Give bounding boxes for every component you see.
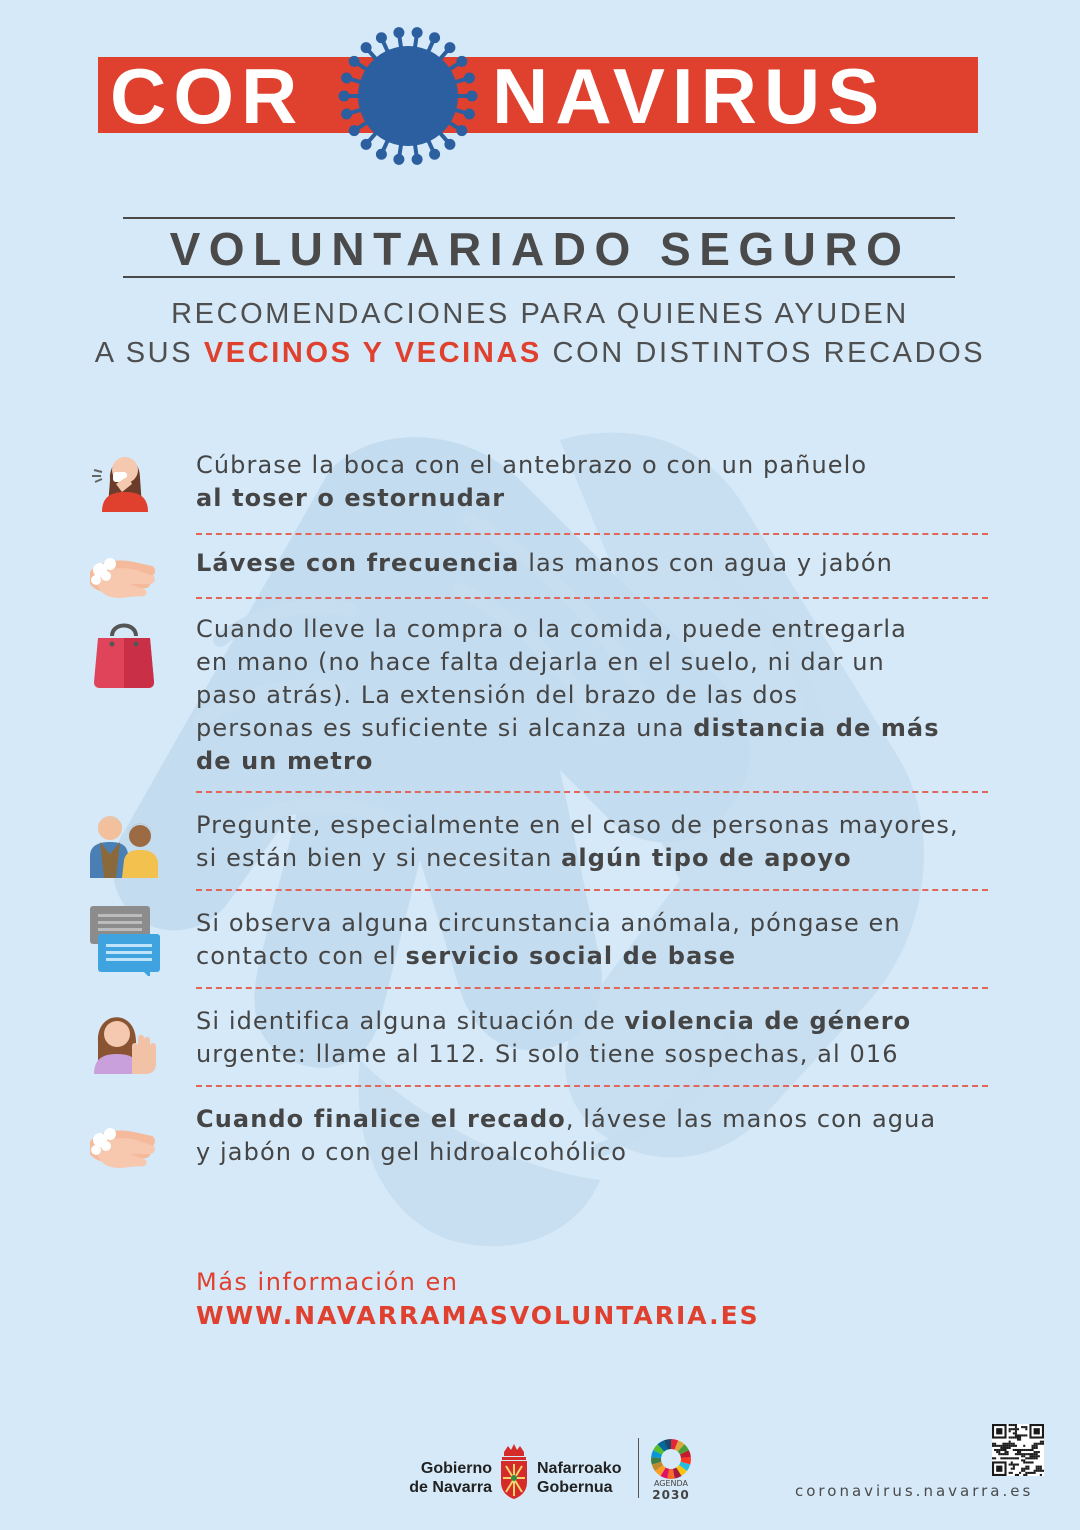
item-line: Cúbrase la boca con el antebrazo o con un pañuelo <box>196 451 868 479</box>
qr-module <box>1009 1457 1011 1459</box>
qr-module <box>996 1428 1002 1434</box>
elderly-couple-icon <box>88 806 160 878</box>
qr-module <box>1034 1470 1036 1472</box>
page-subtitle: VOLUNTARIADO SEGURO <box>169 223 911 275</box>
qr-module <box>1015 1457 1017 1459</box>
qr-module <box>1032 1453 1034 1455</box>
qr-module <box>1000 1447 1002 1449</box>
qr-module <box>1021 1426 1023 1428</box>
qr-module <box>996 1449 998 1451</box>
more-info-label: Más información en <box>196 1268 459 1296</box>
qr-module <box>1023 1434 1025 1436</box>
qr-module <box>1011 1445 1013 1447</box>
qr-module <box>1042 1443 1044 1445</box>
qr-module <box>1011 1436 1013 1438</box>
qr-module <box>1025 1449 1027 1451</box>
qr-module <box>1019 1453 1021 1455</box>
qr-module <box>992 1457 994 1459</box>
qr-module <box>1009 1436 1011 1438</box>
coronavirus-icon <box>336 24 480 168</box>
qr-module <box>1040 1466 1042 1468</box>
qr-module <box>1009 1447 1011 1449</box>
virus-spike-tip <box>341 109 352 120</box>
qr-module <box>1023 1449 1025 1451</box>
item-line: Cuando finalice el recado, lávese las manos con agua <box>196 1105 937 1133</box>
item-line: personas es suficiente si alcanza una distancia de más <box>196 714 940 742</box>
qr-module <box>1013 1449 1015 1451</box>
qr-module <box>1015 1445 1017 1447</box>
recommendation-gender-violence <box>196 1005 996 1071</box>
qr-module <box>1017 1436 1019 1438</box>
lead-line-1: RECOMENDACIONES PARA QUIENES AYUDEN <box>171 298 909 330</box>
qr-module <box>1015 1428 1017 1430</box>
qr-module <box>1025 1461 1027 1463</box>
item-line: de un metro <box>196 747 374 775</box>
dashed-divider <box>196 791 988 793</box>
qr-module <box>1015 1449 1017 1451</box>
qr-module <box>1004 1443 1006 1445</box>
qr-module <box>1023 1470 1025 1472</box>
handwash-icon <box>86 1106 158 1178</box>
dashed-divider <box>196 987 988 989</box>
agenda-year: 2030 <box>652 1488 690 1502</box>
qr-module <box>1040 1474 1042 1476</box>
qr-module <box>1019 1472 1021 1474</box>
item-line: al toser o estornudar <box>196 484 506 512</box>
qr-module <box>1027 1449 1029 1451</box>
qr-module <box>1011 1457 1013 1459</box>
qr-module <box>1036 1443 1038 1445</box>
qr-module <box>1007 1443 1009 1445</box>
qr-module <box>1017 1449 1019 1451</box>
qr-module <box>1015 1426 1017 1428</box>
qr-module <box>1004 1457 1006 1459</box>
virus-spike-tip <box>444 42 455 53</box>
website-link[interactable]: coronavirus.navarra.es <box>795 1482 1034 1500</box>
qr-module <box>998 1449 1000 1451</box>
qr-module <box>1027 1472 1029 1474</box>
qr-module <box>1004 1453 1006 1455</box>
qr-module <box>992 1443 994 1445</box>
qr-module <box>1015 1474 1017 1476</box>
qr-module <box>1013 1445 1015 1447</box>
qr-module <box>1017 1451 1019 1453</box>
qr-module <box>1025 1472 1027 1474</box>
qr-module <box>1015 1464 1017 1466</box>
qr-module <box>1011 1461 1013 1463</box>
dashed-divider <box>196 597 988 599</box>
qr-module <box>1036 1457 1038 1459</box>
qr-module <box>1034 1472 1036 1474</box>
recommendation-deliver-hand <box>196 613 996 778</box>
qr-module <box>1000 1453 1002 1455</box>
qr-module <box>1032 1461 1034 1463</box>
qr-module <box>1029 1461 1031 1463</box>
qr-module <box>1023 1455 1025 1457</box>
virus-spike-tip <box>412 27 423 38</box>
qr-module <box>1025 1428 1027 1430</box>
qr-module <box>1034 1428 1040 1434</box>
qr-module <box>1007 1447 1009 1449</box>
virus-spike-tip <box>393 154 404 165</box>
qr-module <box>996 1451 998 1453</box>
virus-spike-tip <box>349 125 360 136</box>
qr-module <box>1009 1430 1011 1432</box>
item-line: contacto con el servicio social de base <box>196 942 737 970</box>
qr-module <box>1034 1447 1036 1449</box>
qr-module <box>1023 1459 1025 1461</box>
sneeze-icon <box>88 440 160 512</box>
qr-module <box>1023 1461 1025 1463</box>
qr-module <box>1042 1470 1044 1472</box>
gobierno-navarra-logo-text: Gobierno de Navarra <box>409 1460 492 1496</box>
qr-module <box>1002 1445 1004 1447</box>
subtitle-top-rule <box>123 217 955 219</box>
qr-module <box>1011 1464 1013 1466</box>
qr-module <box>1009 1464 1011 1466</box>
qr-module <box>1029 1472 1031 1474</box>
qr-module <box>1032 1457 1034 1459</box>
qr-module <box>1000 1445 1002 1447</box>
qr-module <box>1002 1449 1004 1451</box>
qr-module <box>1013 1468 1015 1470</box>
qr-module <box>1017 1464 1019 1466</box>
virus-spike-tip <box>393 27 404 38</box>
qr-module <box>1013 1432 1015 1434</box>
dashed-divider <box>196 533 988 535</box>
qr-module <box>1007 1457 1009 1459</box>
agenda-label: AGENDA <box>653 1479 689 1488</box>
subtitle-bottom-rule <box>123 276 955 278</box>
qr-module <box>1027 1453 1029 1455</box>
qr-module <box>1036 1455 1038 1457</box>
qr-module <box>1013 1464 1015 1466</box>
qr-module <box>1038 1443 1040 1445</box>
shopping-bag-icon <box>88 616 160 688</box>
qr-module <box>1042 1441 1044 1443</box>
qr-module <box>996 1445 998 1447</box>
title-text-right: NAVIRUS <box>492 52 887 140</box>
qr-module <box>1015 1432 1017 1434</box>
logo-divider <box>638 1438 639 1498</box>
item-line: Lávese con frecuencia las manos con agua y jabón <box>196 549 893 577</box>
qr-module <box>1013 1428 1015 1430</box>
qr-module <box>1032 1445 1034 1447</box>
qr-module <box>1021 1453 1023 1455</box>
virus-spike-tip <box>412 154 423 165</box>
qr-module <box>1034 1457 1036 1459</box>
dashed-divider <box>196 889 988 891</box>
qr-module <box>1038 1468 1040 1470</box>
qr-module <box>1002 1453 1004 1455</box>
qr-code-icon[interactable] <box>992 1424 1044 1476</box>
qr-module <box>994 1443 996 1445</box>
qr-module <box>1040 1441 1042 1443</box>
item-line: Si identifica alguna situación de violencia de género <box>196 1007 912 1035</box>
item-line: Pregunte, especialmente en el caso de personas mayores, <box>196 811 959 839</box>
virus-spike-tip <box>464 109 475 120</box>
qr-module <box>1017 1457 1019 1459</box>
qr-module <box>1023 1426 1025 1428</box>
item-line: Si observa alguna circunstancia anómala, póngase en <box>196 909 901 937</box>
recommendation-ask-elderly <box>196 809 996 875</box>
qr-module <box>1002 1457 1004 1459</box>
qr-module <box>1013 1457 1015 1459</box>
qr-module <box>1027 1461 1029 1463</box>
virus-spike-tip <box>339 91 350 102</box>
qr-module <box>1017 1439 1019 1441</box>
qr-module <box>1040 1470 1042 1472</box>
qr-module <box>1023 1474 1025 1476</box>
qr-module <box>1036 1468 1038 1470</box>
virus-spike-tip <box>429 149 440 160</box>
virus-spike-tip <box>341 72 352 83</box>
qr-module <box>1040 1443 1042 1445</box>
qr-module <box>1032 1472 1034 1474</box>
qr-module <box>1025 1474 1027 1476</box>
qr-module <box>1007 1445 1009 1447</box>
qr-module <box>1015 1424 1017 1426</box>
qr-module <box>1004 1451 1006 1453</box>
qr-module <box>1021 1459 1023 1461</box>
qr-module <box>1034 1445 1036 1447</box>
qr-module <box>998 1453 1000 1455</box>
qr-module <box>1025 1426 1027 1428</box>
virus-spike-tip <box>361 139 372 150</box>
qr-module <box>1025 1453 1027 1455</box>
qr-module <box>1038 1466 1040 1468</box>
qr-module <box>1019 1439 1021 1441</box>
qr-module <box>1029 1455 1031 1457</box>
qr-module <box>1032 1449 1034 1451</box>
item-line: urgente: llame al 112. Si solo tiene sospechas, al 016 <box>196 1040 899 1068</box>
qr-module <box>1040 1468 1042 1470</box>
virus-spike-tip <box>361 42 372 53</box>
qr-module <box>1009 1428 1011 1430</box>
dashed-divider <box>196 1085 988 1087</box>
qr-module <box>1017 1434 1019 1436</box>
qr-module <box>1009 1443 1011 1445</box>
virus-spike-tip <box>349 56 360 67</box>
virus-spike-tip <box>444 139 455 150</box>
title-text-left: COR <box>110 52 305 140</box>
qr-module <box>1025 1468 1027 1470</box>
qr-module <box>1038 1470 1040 1472</box>
virus-spike-tip <box>376 32 387 43</box>
qr-module <box>1009 1424 1011 1426</box>
qr-module <box>1021 1449 1023 1451</box>
qr-module <box>1011 1468 1013 1470</box>
qr-module <box>1025 1466 1027 1468</box>
more-info-url[interactable]: WWW.NAVARRAMASVOLUNTARIA.ES <box>196 1301 760 1330</box>
qr-module <box>1036 1445 1038 1447</box>
qr-module <box>1011 1424 1013 1426</box>
qr-module <box>1011 1443 1013 1445</box>
recommendation-finish-errand <box>196 1103 996 1169</box>
qr-module <box>1000 1449 1002 1451</box>
qr-module <box>992 1445 994 1447</box>
qr-module <box>1009 1441 1011 1443</box>
qr-module <box>1034 1443 1036 1445</box>
qr-module <box>1032 1447 1034 1449</box>
recommendation-cover-mouth <box>196 449 996 515</box>
qr-module <box>998 1445 1000 1447</box>
qr-module <box>1019 1451 1021 1453</box>
qr-module <box>1029 1449 1031 1451</box>
qr-module <box>1025 1434 1027 1436</box>
qr-module <box>1004 1445 1006 1447</box>
qr-module <box>1036 1466 1038 1468</box>
qr-module <box>1015 1453 1017 1455</box>
qr-module <box>1019 1436 1021 1438</box>
qr-module <box>1038 1455 1040 1457</box>
qr-module <box>1000 1457 1002 1459</box>
qr-module <box>1027 1468 1029 1470</box>
stop-hand-woman-icon <box>88 1002 160 1074</box>
qr-module <box>1004 1449 1006 1451</box>
item-line: paso atrás). La extensión del brazo de las dos <box>196 681 799 709</box>
item-line: Cuando lleve la compra o la comida, puede entregarla <box>196 615 907 643</box>
qr-module <box>1007 1451 1009 1453</box>
item-line: si están bien y si necesitan algún tipo de apoyo <box>196 844 852 872</box>
qr-module <box>1036 1470 1038 1472</box>
qr-module <box>1029 1457 1031 1459</box>
qr-module <box>1015 1430 1017 1432</box>
virus-spike-tip <box>467 91 478 102</box>
chat-bubbles-icon <box>88 904 160 976</box>
qr-module <box>998 1451 1000 1453</box>
qr-module <box>1027 1466 1029 1468</box>
virus-spike-tip <box>456 125 467 136</box>
qr-module <box>1002 1443 1004 1445</box>
qr-module <box>1021 1455 1023 1457</box>
qr-module <box>1034 1455 1036 1457</box>
recommendation-social-service <box>196 907 996 973</box>
qr-module <box>994 1457 996 1459</box>
qr-module <box>1029 1453 1031 1455</box>
qr-module <box>1034 1451 1036 1453</box>
qr-module <box>1013 1466 1015 1468</box>
qr-module <box>1027 1457 1029 1459</box>
qr-module <box>1013 1436 1015 1438</box>
qr-module <box>1036 1447 1038 1449</box>
qr-module <box>1023 1453 1025 1455</box>
qr-module <box>1021 1434 1023 1436</box>
navarra-coat-of-arms-icon <box>498 1442 530 1500</box>
qr-module <box>1019 1434 1021 1436</box>
qr-module <box>1002 1447 1004 1449</box>
virus-spike-tip <box>456 56 467 67</box>
qr-module <box>1015 1434 1017 1436</box>
qr-module <box>1021 1468 1023 1470</box>
qr-module <box>1036 1453 1038 1455</box>
qr-module <box>1032 1455 1034 1457</box>
item-line: y jabón o con gel hidroalcohólico <box>196 1138 628 1166</box>
qr-module <box>1015 1436 1017 1438</box>
qr-module <box>1009 1472 1011 1474</box>
qr-module <box>1013 1424 1015 1426</box>
nafarroako-gobernua-logo-text: Nafarroako Gobernua <box>537 1460 622 1496</box>
qr-module <box>1009 1445 1011 1447</box>
recommendation-wash-hands <box>196 547 996 580</box>
qr-module <box>1023 1468 1025 1470</box>
qr-module <box>994 1449 996 1451</box>
virus-spike-tip <box>464 72 475 83</box>
qr-module <box>1011 1428 1013 1430</box>
virus-spike-tip <box>376 149 387 160</box>
qr-module <box>1038 1451 1040 1453</box>
qr-module <box>1036 1451 1038 1453</box>
qr-module <box>1004 1447 1006 1449</box>
qr-module <box>1025 1457 1027 1459</box>
qr-module <box>1019 1449 1021 1451</box>
qr-module <box>1017 1453 1019 1455</box>
qr-module <box>1034 1453 1036 1455</box>
handwash-icon <box>86 536 158 608</box>
agenda-2030-wheel-icon <box>650 1438 692 1480</box>
qr-module <box>1007 1453 1009 1455</box>
qr-module <box>1021 1470 1023 1472</box>
qr-module <box>1017 1428 1019 1430</box>
lead-line-2: A SUS VECINOS Y VECINAS CON DISTINTOS RECADOS <box>94 337 986 369</box>
qr-module <box>1017 1474 1019 1476</box>
qr-module <box>1013 1443 1015 1445</box>
qr-module <box>1023 1445 1025 1447</box>
qr-module <box>1011 1472 1013 1474</box>
qr-module <box>996 1466 1002 1472</box>
item-line: en mano (no hace falta dejarla en el suelo, ni dar un <box>196 648 885 676</box>
qr-module <box>994 1445 996 1447</box>
virus-spike-tip <box>429 32 440 43</box>
